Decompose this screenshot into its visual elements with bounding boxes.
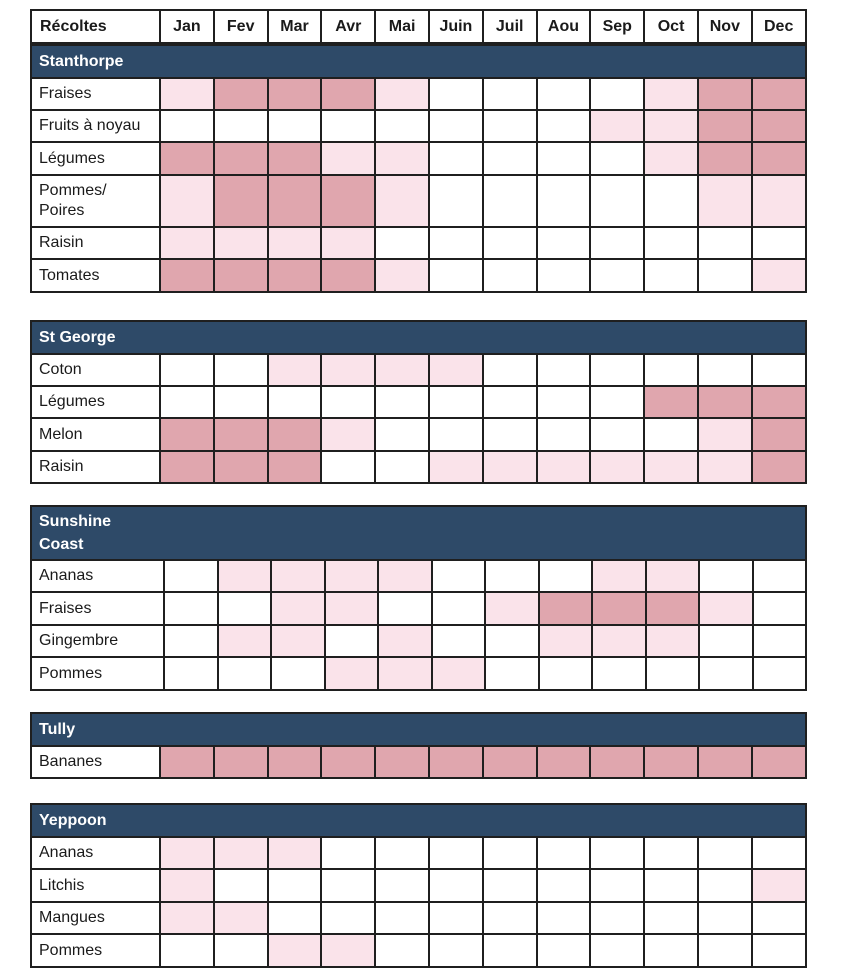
crop-name: Litchis	[31, 869, 160, 902]
month-cell-none	[160, 110, 214, 142]
month-cell-none	[218, 592, 272, 625]
crop-name: Gingembre	[31, 625, 164, 657]
harvest-label: Récoltes	[31, 10, 160, 43]
month-cell-peak	[214, 746, 268, 778]
month-cell-peak	[321, 746, 375, 778]
month-cell-none	[698, 869, 752, 902]
month-cell-none	[537, 142, 591, 175]
month-cell-partial	[644, 78, 698, 110]
crop-name: Ananas	[31, 560, 164, 592]
month-cell-none	[218, 657, 272, 690]
crop-name: Raisin	[31, 227, 160, 259]
month-cell-partial	[378, 625, 432, 657]
month-cell-none	[590, 902, 644, 934]
crop-row	[31, 175, 806, 227]
month-cell-none	[164, 657, 218, 690]
crop-row	[31, 142, 806, 175]
month-cell-none	[432, 625, 486, 657]
crop-row	[31, 259, 806, 292]
month-fev: Fev	[214, 10, 268, 43]
month-cell-none	[698, 934, 752, 967]
region-table	[30, 712, 807, 779]
month-cell-none	[752, 837, 806, 869]
month-cell-partial	[375, 259, 429, 292]
month-cell-partial	[592, 625, 646, 657]
month-cell-none	[752, 354, 806, 386]
month-cell-peak	[752, 142, 806, 175]
month-cell-partial	[214, 837, 268, 869]
month-cell-partial	[590, 451, 644, 483]
month-cell-peak	[268, 418, 322, 451]
month-cell-peak	[321, 259, 375, 292]
month-cell-peak	[160, 418, 214, 451]
month-cell-none	[483, 354, 537, 386]
month-cell-none	[321, 902, 375, 934]
month-cell-partial	[537, 451, 591, 483]
month-cell-none	[375, 110, 429, 142]
month-cell-none	[214, 110, 268, 142]
month-cell-peak	[268, 175, 322, 227]
month-cell-peak	[321, 78, 375, 110]
month-cell-partial	[160, 78, 214, 110]
month-cell-none	[698, 259, 752, 292]
month-cell-none	[378, 592, 432, 625]
month-cell-peak	[214, 418, 268, 451]
crop-row	[31, 418, 806, 451]
month-cell-peak	[698, 386, 752, 418]
month-cell-partial	[325, 560, 379, 592]
crop-name: Légumes	[31, 386, 160, 418]
month-cell-none	[485, 560, 539, 592]
month-cell-partial	[432, 657, 486, 690]
month-cell-peak	[268, 142, 322, 175]
month-cell-peak	[160, 746, 214, 778]
month-cell-none	[429, 227, 483, 259]
month-cell-none	[537, 175, 591, 227]
month-cell-none	[483, 934, 537, 967]
month-juil: Juil	[483, 10, 537, 43]
month-cell-peak	[698, 110, 752, 142]
month-cell-partial	[321, 354, 375, 386]
month-cell-none	[539, 560, 593, 592]
month-cell-partial	[485, 592, 539, 625]
crop-name: Mangues	[31, 902, 160, 934]
month-cell-none	[375, 902, 429, 934]
month-cell-none	[537, 837, 591, 869]
month-cell-none	[432, 592, 486, 625]
month-cell-none	[644, 837, 698, 869]
month-cell-partial	[321, 418, 375, 451]
crop-row	[31, 560, 806, 592]
month-cell-none	[429, 418, 483, 451]
month-cell-none	[644, 227, 698, 259]
month-cell-none	[590, 175, 644, 227]
month-cell-none	[483, 78, 537, 110]
month-cell-partial	[268, 934, 322, 967]
crop-name: Fruits à noyau	[31, 110, 160, 142]
month-cell-partial	[160, 869, 214, 902]
month-cell-none	[321, 451, 375, 483]
region-header-row	[31, 45, 806, 78]
month-cell-partial	[590, 110, 644, 142]
month-cell-none	[160, 386, 214, 418]
month-cell-partial	[375, 175, 429, 227]
month-cell-peak	[160, 259, 214, 292]
month-cell-none	[271, 657, 325, 690]
crop-row	[31, 657, 806, 690]
crop-name: Fraises	[31, 78, 160, 110]
month-header	[30, 9, 807, 44]
month-cell-partial	[378, 657, 432, 690]
month-cell-none	[160, 934, 214, 967]
month-cell-none	[698, 354, 752, 386]
crop-row	[31, 592, 806, 625]
crop-row	[31, 746, 806, 778]
month-cell-partial	[752, 259, 806, 292]
month-cell-none	[485, 657, 539, 690]
month-cell-none	[698, 227, 752, 259]
month-cell-partial	[375, 142, 429, 175]
month-cell-partial	[160, 227, 214, 259]
region-header-row	[31, 804, 806, 837]
month-cell-partial	[160, 902, 214, 934]
crop-row	[31, 354, 806, 386]
month-cell-peak	[590, 746, 644, 778]
month-cell-partial	[646, 625, 700, 657]
month-cell-partial	[698, 175, 752, 227]
month-cell-none	[321, 110, 375, 142]
month-cell-partial	[646, 560, 700, 592]
month-cell-none	[429, 869, 483, 902]
month-cell-peak	[644, 386, 698, 418]
month-oct: Oct	[644, 10, 698, 43]
month-cell-none	[537, 110, 591, 142]
crop-name: Pommes	[31, 657, 164, 690]
month-cell-partial	[592, 560, 646, 592]
region-name: Sunshine Coast	[31, 506, 806, 560]
month-cell-none	[644, 259, 698, 292]
month-cell-peak	[268, 746, 322, 778]
month-cell-peak	[375, 746, 429, 778]
month-cell-none	[537, 934, 591, 967]
month-cell-partial	[644, 142, 698, 175]
month-cell-peak	[537, 746, 591, 778]
month-cell-none	[699, 625, 753, 657]
crop-name: Pommes	[31, 934, 160, 967]
month-cell-none	[321, 837, 375, 869]
month-cell-none	[644, 869, 698, 902]
month-cell-partial	[539, 625, 593, 657]
region-header-row	[31, 321, 806, 354]
month-cell-peak	[644, 746, 698, 778]
month-cell-none	[375, 227, 429, 259]
month-cell-partial	[698, 451, 752, 483]
month-sep: Sep	[590, 10, 644, 43]
region-table	[30, 803, 807, 968]
crop-name: Ananas	[31, 837, 160, 869]
crop-name: Melon	[31, 418, 160, 451]
crop-row	[31, 110, 806, 142]
month-cell-peak	[592, 592, 646, 625]
month-cell-peak	[752, 418, 806, 451]
month-cell-partial	[321, 142, 375, 175]
crop-row	[31, 451, 806, 483]
month-cell-none	[537, 386, 591, 418]
month-cell-partial	[752, 869, 806, 902]
month-cell-partial	[268, 354, 322, 386]
month-cell-none	[698, 837, 752, 869]
month-cell-none	[590, 386, 644, 418]
month-cell-partial	[325, 592, 379, 625]
month-cell-peak	[698, 78, 752, 110]
month-cell-none	[429, 386, 483, 418]
crop-row	[31, 902, 806, 934]
month-cell-none	[646, 657, 700, 690]
month-cell-peak	[160, 142, 214, 175]
month-cell-none	[590, 934, 644, 967]
month-cell-partial	[644, 110, 698, 142]
month-cell-peak	[214, 142, 268, 175]
month-cell-partial	[218, 560, 272, 592]
month-cell-none	[483, 227, 537, 259]
month-cell-none	[644, 934, 698, 967]
month-cell-peak	[752, 746, 806, 778]
month-cell-none	[537, 902, 591, 934]
month-cell-none	[590, 142, 644, 175]
month-cell-none	[214, 386, 268, 418]
month-cell-none	[537, 259, 591, 292]
month-nov: Nov	[698, 10, 752, 43]
month-cell-none	[375, 451, 429, 483]
month-cell-peak	[698, 142, 752, 175]
month-jan: Jan	[160, 10, 214, 43]
month-cell-none	[375, 869, 429, 902]
month-cell-none	[752, 934, 806, 967]
month-cell-none	[539, 657, 593, 690]
month-cell-none	[432, 560, 486, 592]
month-cell-none	[644, 354, 698, 386]
month-cell-none	[429, 110, 483, 142]
month-cell-partial	[375, 78, 429, 110]
month-cell-partial	[160, 837, 214, 869]
month-cell-partial	[698, 418, 752, 451]
month-cell-partial	[271, 560, 325, 592]
month-cell-none	[537, 78, 591, 110]
month-dec: Dec	[752, 10, 806, 43]
month-cell-none	[164, 625, 218, 657]
month-cell-none	[164, 560, 218, 592]
month-cell-none	[485, 625, 539, 657]
month-cell-none	[429, 837, 483, 869]
month-cell-peak	[160, 451, 214, 483]
month-cell-partial	[271, 592, 325, 625]
month-cell-partial	[378, 560, 432, 592]
month-cell-partial	[271, 625, 325, 657]
crop-name: Légumes	[31, 142, 160, 175]
month-cell-none	[321, 386, 375, 418]
month-cell-partial	[268, 837, 322, 869]
crop-name: Raisin	[31, 451, 160, 483]
month-cell-none	[698, 902, 752, 934]
month-cell-partial	[483, 451, 537, 483]
month-cell-none	[483, 142, 537, 175]
month-cell-none	[483, 869, 537, 902]
month-cell-none	[537, 227, 591, 259]
month-cell-none	[375, 386, 429, 418]
month-cell-partial	[429, 451, 483, 483]
month-aou: Aou	[537, 10, 591, 43]
month-cell-none	[429, 902, 483, 934]
month-cell-none	[429, 175, 483, 227]
month-cell-partial	[160, 175, 214, 227]
month-cell-peak	[752, 451, 806, 483]
month-cell-none	[590, 869, 644, 902]
region-header-row	[31, 506, 806, 560]
month-mar: Mar	[268, 10, 322, 43]
month-cell-none	[268, 869, 322, 902]
month-cell-none	[429, 142, 483, 175]
region-name: St George	[31, 321, 806, 354]
month-cell-none	[590, 837, 644, 869]
month-cell-peak	[698, 746, 752, 778]
month-cell-partial	[214, 227, 268, 259]
month-cell-peak	[752, 110, 806, 142]
month-cell-none	[699, 657, 753, 690]
month-cell-partial	[214, 902, 268, 934]
month-cell-none	[214, 869, 268, 902]
month-cell-partial	[321, 227, 375, 259]
month-cell-none	[537, 869, 591, 902]
month-cell-none	[483, 386, 537, 418]
month-cell-none	[268, 902, 322, 934]
crop-name: Bananes	[31, 746, 160, 778]
month-cell-none	[537, 354, 591, 386]
month-cell-none	[160, 354, 214, 386]
month-cell-none	[592, 657, 646, 690]
month-mai: Mai	[375, 10, 429, 43]
month-cell-partial	[268, 227, 322, 259]
month-cell-peak	[214, 78, 268, 110]
crop-row	[31, 934, 806, 967]
month-cell-none	[214, 354, 268, 386]
month-cell-peak	[752, 386, 806, 418]
month-cell-none	[537, 418, 591, 451]
crop-row	[31, 227, 806, 259]
crop-row	[31, 386, 806, 418]
month-cell-peak	[539, 592, 593, 625]
month-cell-none	[483, 259, 537, 292]
crop-row	[31, 78, 806, 110]
month-cell-none	[753, 592, 807, 625]
month-cell-none	[483, 902, 537, 934]
month-cell-none	[429, 934, 483, 967]
month-cell-none	[325, 625, 379, 657]
month-cell-none	[753, 560, 807, 592]
month-cell-none	[590, 418, 644, 451]
month-cell-peak	[268, 78, 322, 110]
crop-row	[31, 837, 806, 869]
crop-name: Fraises	[31, 592, 164, 625]
month-cell-peak	[321, 175, 375, 227]
region-name: Tully	[31, 713, 806, 746]
month-cell-none	[268, 110, 322, 142]
month-cell-none	[321, 869, 375, 902]
month-cell-none	[268, 386, 322, 418]
month-cell-none	[752, 227, 806, 259]
month-cell-partial	[218, 625, 272, 657]
month-cell-none	[752, 902, 806, 934]
month-cell-peak	[268, 259, 322, 292]
region-table	[30, 505, 807, 691]
crop-name: Tomates	[31, 259, 160, 292]
month-cell-none	[375, 934, 429, 967]
month-avr: Avr	[321, 10, 375, 43]
month-cell-none	[483, 418, 537, 451]
crop-row	[31, 625, 806, 657]
month-cell-partial	[644, 451, 698, 483]
region-header-row	[31, 713, 806, 746]
month-cell-none	[483, 110, 537, 142]
month-cell-none	[590, 259, 644, 292]
month-cell-peak	[483, 746, 537, 778]
month-cell-peak	[429, 746, 483, 778]
region-name: Yeppoon	[31, 804, 806, 837]
month-cell-peak	[214, 451, 268, 483]
month-cell-none	[483, 175, 537, 227]
month-cell-none	[483, 837, 537, 869]
month-cell-none	[699, 560, 753, 592]
month-cell-none	[644, 902, 698, 934]
month-cell-partial	[325, 657, 379, 690]
month-cell-peak	[752, 78, 806, 110]
month-cell-partial	[375, 354, 429, 386]
month-cell-partial	[321, 934, 375, 967]
month-cell-peak	[268, 451, 322, 483]
month-cell-none	[164, 592, 218, 625]
month-cell-none	[429, 78, 483, 110]
month-cell-none	[753, 625, 807, 657]
region-name: Stanthorpe	[31, 45, 806, 78]
month-cell-none	[753, 657, 807, 690]
month-cell-partial	[429, 354, 483, 386]
month-cell-partial	[752, 175, 806, 227]
month-cell-none	[644, 175, 698, 227]
month-cell-peak	[646, 592, 700, 625]
region-table	[30, 44, 807, 293]
month-cell-none	[214, 934, 268, 967]
month-cell-none	[590, 227, 644, 259]
header-row	[31, 10, 806, 43]
month-cell-partial	[699, 592, 753, 625]
region-table	[30, 320, 807, 484]
month-cell-none	[375, 837, 429, 869]
crop-name: Pommes/ Poires	[31, 175, 160, 227]
month-cell-none	[375, 418, 429, 451]
month-cell-none	[644, 418, 698, 451]
month-cell-none	[590, 354, 644, 386]
crop-name: Coton	[31, 354, 160, 386]
crop-row	[31, 869, 806, 902]
month-cell-none	[429, 259, 483, 292]
month-juin: Juin	[429, 10, 483, 43]
month-cell-peak	[214, 175, 268, 227]
month-cell-none	[590, 78, 644, 110]
month-cell-peak	[214, 259, 268, 292]
